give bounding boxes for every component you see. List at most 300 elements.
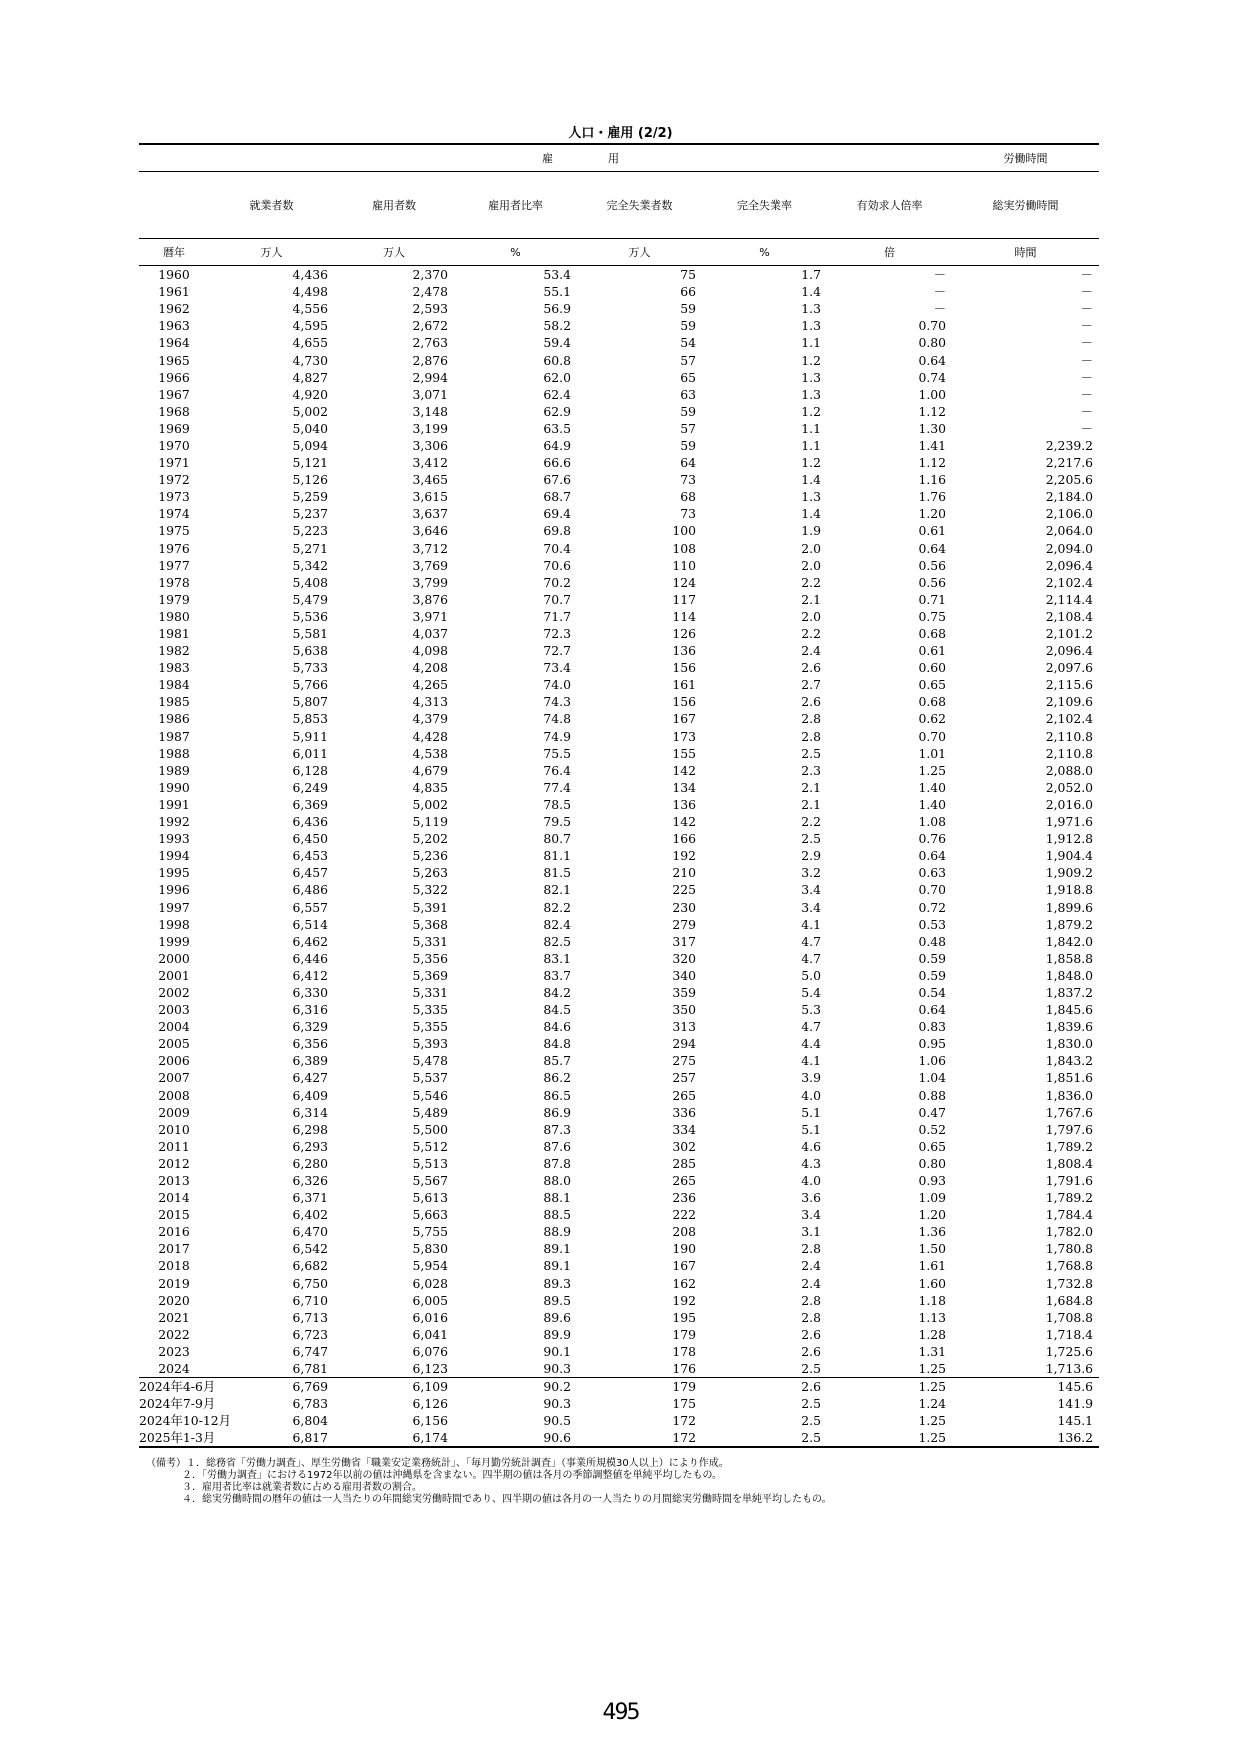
- table-cell: 84.8: [543, 1036, 571, 1052]
- table-cell: 1,851.6: [1045, 1070, 1094, 1086]
- table-cell: 2.2: [801, 814, 821, 830]
- table-cell: 84.6: [543, 1019, 571, 1035]
- table-row: [139, 813, 1099, 830]
- table-cell: 2,184.0: [1045, 489, 1094, 505]
- table-cell: 6,076: [412, 1343, 448, 1359]
- table-cell: 3,306: [412, 437, 448, 453]
- table-cell: 0.47: [918, 1104, 947, 1120]
- table-cell: 2.1: [801, 779, 821, 795]
- table-cell: 55.1: [543, 284, 571, 300]
- table-cell: 5,408: [292, 574, 328, 590]
- row-period: 2024年10-12月: [139, 1413, 232, 1429]
- table-cell: 5,331: [412, 984, 448, 1000]
- table-row: [139, 1018, 1099, 1035]
- table-cell: 60.8: [543, 352, 571, 368]
- table-cell: 79.5: [543, 814, 571, 830]
- table-cell: 2,994: [412, 369, 448, 385]
- row-period: 1995: [158, 865, 190, 881]
- table-cell: 1,713.6: [952, 1360, 1099, 1378]
- table-cell: 5,479: [292, 591, 328, 607]
- row-period: 2023: [158, 1343, 190, 1359]
- table-cell: 5,393: [412, 1036, 448, 1052]
- row-period: 1985: [158, 694, 190, 710]
- table-cell: 5.4: [801, 984, 821, 1000]
- row-period: 2020: [158, 1292, 190, 1308]
- table-row: [139, 762, 1099, 779]
- table-cell: 2,096.4: [1045, 557, 1094, 573]
- table-cell: 1.12: [918, 455, 947, 471]
- row-period: 1966: [158, 369, 190, 385]
- row-period: 2017: [158, 1241, 190, 1257]
- table-cell: 1.3: [801, 489, 821, 505]
- table-cell: 65: [680, 369, 696, 385]
- row-period: 2010: [158, 1121, 190, 1137]
- table-cell: 6,747: [292, 1343, 328, 1359]
- table-cell: －: [1080, 301, 1094, 317]
- table-cell: 3,799: [412, 574, 448, 590]
- table-cell: 3,637: [412, 506, 448, 522]
- table-cell: 62.9: [543, 403, 571, 419]
- table-cell: 4,920: [292, 386, 328, 402]
- row-period: 1974: [158, 506, 190, 522]
- table-cell: 4,827: [292, 369, 328, 385]
- table-cell: 6,486: [292, 882, 328, 898]
- table-cell: 6,005: [412, 1292, 448, 1308]
- table-cell: 317: [672, 933, 696, 949]
- table-cell: 0.56: [918, 574, 947, 590]
- table-cell: 340: [672, 967, 696, 983]
- table-cell: 87.6: [543, 1138, 571, 1154]
- table-cell: 2.1: [801, 591, 821, 607]
- row-period: 1984: [158, 677, 190, 693]
- table-cell: 83.7: [543, 967, 571, 983]
- unit-unemployment-rate: %: [702, 239, 827, 266]
- table-cell: 1,909.2: [1045, 865, 1094, 881]
- table-cell: 1.25: [918, 762, 947, 778]
- table-cell: 100: [672, 523, 696, 539]
- table-cell: 82.4: [543, 916, 571, 932]
- table-row: [139, 351, 1099, 368]
- table-cell: 6,128: [292, 762, 328, 778]
- table-cell: 6,557: [292, 899, 328, 915]
- table-cell: 5,766: [292, 677, 328, 693]
- table-cell: 1.4: [801, 284, 821, 300]
- table-cell: 5,002: [412, 796, 448, 812]
- table-cell: 350: [672, 1002, 696, 1018]
- table-row: [139, 728, 1099, 745]
- table-cell: 5,368: [412, 916, 448, 932]
- row-period: 1967: [158, 386, 190, 402]
- table-cell: 1.50: [918, 1241, 947, 1257]
- table-cell: 3,071: [412, 386, 448, 402]
- table-cell: 1.20: [918, 1207, 947, 1223]
- table-cell: 5,119: [412, 814, 448, 830]
- row-period: 1996: [158, 882, 190, 898]
- table-cell: 70.7: [543, 591, 571, 607]
- row-period: 2000: [158, 950, 190, 966]
- notes: [146, 1458, 832, 1506]
- table-cell: 2.4: [801, 643, 821, 659]
- table-cell: 0.52: [918, 1121, 947, 1137]
- table-cell: 4,538: [412, 745, 448, 761]
- table-cell: 0.65: [918, 1138, 947, 1154]
- table-cell: 89.3: [543, 1275, 571, 1291]
- table-cell: 5,391: [412, 899, 448, 915]
- table-cell: 1.1: [801, 437, 821, 453]
- table-cell: 57: [680, 352, 696, 368]
- table-cell: 1.3: [801, 369, 821, 385]
- table-cell: 2.6: [801, 660, 821, 676]
- table-cell: 6,542: [292, 1241, 328, 1257]
- row-period: 2007: [158, 1070, 190, 1086]
- row-period: 1960: [158, 267, 190, 283]
- table-row: [139, 334, 1099, 351]
- table-cell: 0.64: [918, 848, 947, 864]
- table-cell: 136: [672, 643, 696, 659]
- table-cell: 1,780.8: [1045, 1241, 1094, 1257]
- table-cell: 90.1: [543, 1343, 571, 1359]
- table-cell: 1.40: [918, 779, 947, 795]
- table-cell: 6,804: [292, 1413, 328, 1429]
- group-header-row: [139, 144, 1099, 172]
- row-period: 1969: [158, 420, 190, 436]
- table-cell: 2.3: [801, 762, 821, 778]
- table-cell: 2,016.0: [1045, 796, 1094, 812]
- table-cell: 167: [672, 1258, 696, 1274]
- table-cell: －: [1080, 335, 1094, 351]
- group-hours-header: 労働時間: [952, 144, 1099, 172]
- table-cell: 71.7: [543, 608, 571, 624]
- table-cell: 4.6: [801, 1138, 821, 1154]
- table-cell: 1,789.2: [1045, 1190, 1094, 1206]
- table-cell: －: [1080, 352, 1094, 368]
- table-cell: 6,710: [292, 1292, 328, 1308]
- table-cell: 5,755: [412, 1224, 448, 1240]
- table-cell: 1.1: [801, 420, 821, 436]
- table-cell: 6,450: [292, 831, 328, 847]
- table-body: [139, 266, 1099, 1448]
- table-cell: 0.68: [918, 626, 947, 642]
- table-cell: 5,369: [412, 967, 448, 983]
- table-cell: 90.3: [454, 1360, 577, 1378]
- table-cell: 4,037: [412, 626, 448, 642]
- table-row: [139, 847, 1099, 864]
- table-cell: 6,174: [334, 1429, 454, 1447]
- note-1: （備考）１．総務省「労働力調査」、厚生労働省「職業安定業務統計」、「毎月勤労統計調査」（事業所規模30人以上）により作成。: [146, 1458, 729, 1469]
- table-cell: 69.8: [543, 523, 571, 539]
- table-cell: 173: [672, 728, 696, 744]
- table-cell: 1.40: [918, 796, 947, 812]
- table-cell: 1.00: [918, 386, 947, 402]
- table-cell: 192: [672, 848, 696, 864]
- table-cell: 5,536: [292, 608, 328, 624]
- row-period: 1968: [158, 403, 190, 419]
- table-cell: 84.5: [543, 1002, 571, 1018]
- table-row: [139, 488, 1099, 505]
- table-cell: 6,713: [292, 1309, 328, 1325]
- table-cell: 77.4: [543, 779, 571, 795]
- table-cell: 84.2: [543, 984, 571, 1000]
- table-cell: 5.1: [801, 1104, 821, 1120]
- table-cell: 5,512: [412, 1138, 448, 1154]
- table-cell: 53.4: [543, 267, 571, 283]
- table-cell: 108: [672, 540, 696, 556]
- table-cell: 1.25: [918, 1413, 947, 1429]
- table-row: [139, 454, 1099, 471]
- table-cell: 5,322: [412, 882, 448, 898]
- table-cell: 142: [672, 762, 696, 778]
- table-cell: 1.25: [918, 1379, 947, 1395]
- table-cell: 0.62: [918, 711, 947, 727]
- table-cell: 6,409: [292, 1087, 328, 1103]
- table-row: [139, 1429, 1099, 1447]
- row-period: 2001: [158, 967, 190, 983]
- table-cell: 161: [672, 677, 696, 693]
- table-cell: 145.6: [1057, 1379, 1094, 1395]
- table-cell: 3.4: [801, 899, 821, 915]
- table-cell: 2,205.6: [1045, 472, 1094, 488]
- table-cell: －: [933, 301, 947, 317]
- table-cell: 5,567: [412, 1173, 448, 1189]
- table-cell: 156: [672, 660, 696, 676]
- table-cell: 4.7: [801, 933, 821, 949]
- table-cell: 2,096.4: [1045, 643, 1094, 659]
- group-employment-header: 雇 用: [209, 144, 952, 172]
- table-row: [139, 796, 1099, 813]
- table-cell: 0.59: [918, 967, 947, 983]
- table-cell: 5,002: [292, 403, 328, 419]
- table-cell: 0.72: [918, 899, 947, 915]
- table-cell: 1.12: [918, 403, 947, 419]
- table-row: [139, 403, 1099, 420]
- table-row: [139, 898, 1099, 915]
- table-cell: 1.2: [801, 455, 821, 471]
- row-period: 2003: [158, 1002, 190, 1018]
- row-period: 2024年7-9月: [139, 1396, 216, 1412]
- table-cell: －: [1080, 267, 1094, 283]
- table-cell: 1,912.8: [1045, 831, 1094, 847]
- table-cell: 2,052.0: [1045, 779, 1094, 795]
- table-cell: 294: [672, 1036, 696, 1052]
- row-period: 2022: [158, 1326, 190, 1342]
- table-cell: 114: [672, 608, 696, 624]
- table-cell: 3,646: [412, 523, 448, 539]
- table-row: [139, 591, 1099, 608]
- table-cell: 2,876: [412, 352, 448, 368]
- table-cell: 5,223: [292, 523, 328, 539]
- table-cell: 110: [672, 557, 696, 573]
- table-cell: 5.1: [801, 1121, 821, 1137]
- table-cell: 70.4: [543, 540, 571, 556]
- table-cell: 4,730: [292, 352, 328, 368]
- table-cell: 6,750: [292, 1275, 328, 1291]
- table-cell: 1,797.6: [1045, 1121, 1094, 1137]
- table-cell: 1,845.6: [1045, 1002, 1094, 1018]
- table-cell: 0.60: [918, 660, 947, 676]
- table-cell: 74.9: [543, 728, 571, 744]
- table-cell: 2.2: [801, 574, 821, 590]
- table-cell: 6,011: [292, 745, 328, 761]
- table-cell: 3.9: [801, 1070, 821, 1086]
- table-cell: 0.64: [918, 540, 947, 556]
- table-cell: 1,791.6: [1045, 1173, 1094, 1189]
- table-cell: 5,500: [412, 1121, 448, 1137]
- table-cell: 5,121: [292, 455, 328, 471]
- table-cell: 4.1: [801, 1053, 821, 1069]
- table-cell: 142: [672, 814, 696, 830]
- table-cell: 179: [672, 1326, 696, 1342]
- table-cell: 6,371: [292, 1190, 328, 1206]
- table-cell: 2.5: [801, 1413, 821, 1429]
- table-row: [139, 266, 1099, 284]
- table-cell: 0.71: [918, 591, 947, 607]
- table-cell: 6,109: [412, 1379, 448, 1395]
- table-cell: 0.63: [918, 865, 947, 881]
- column-header-employees: 雇用者数: [372, 199, 416, 212]
- table-cell: 68: [680, 489, 696, 505]
- table-cell: 6,436: [292, 814, 328, 830]
- table-cell: 4.7: [801, 1019, 821, 1035]
- row-period: 2016: [158, 1224, 190, 1240]
- table-cell: 6,457: [292, 865, 328, 881]
- table-cell: 2,115.6: [1045, 677, 1094, 693]
- table-cell: 0.70: [918, 882, 947, 898]
- table-cell: 87.3: [543, 1121, 571, 1137]
- table-row: [139, 710, 1099, 727]
- table-cell: 3,971: [412, 608, 448, 624]
- table-cell: 6,356: [292, 1036, 328, 1052]
- table-cell: 3,148: [412, 403, 448, 419]
- table-cell: 1,837.2: [1045, 984, 1094, 1000]
- table-cell: 3,465: [412, 472, 448, 488]
- table-cell: 89.1: [543, 1241, 571, 1257]
- table-row: [139, 1052, 1099, 1069]
- table-cell: 1,782.0: [1045, 1224, 1094, 1240]
- table-row: [139, 745, 1099, 762]
- table-cell: 70.2: [543, 574, 571, 590]
- table-cell: 334: [672, 1121, 696, 1137]
- table-cell: 81.1: [543, 848, 571, 864]
- table-cell: 4,679: [412, 762, 448, 778]
- table-row: [139, 693, 1099, 710]
- table-cell: 5,356: [412, 950, 448, 966]
- employment-table: [139, 143, 1099, 1448]
- table-cell: 2.6: [801, 694, 821, 710]
- table-cell: 6,369: [292, 796, 328, 812]
- table-cell: 3,712: [412, 540, 448, 556]
- table-cell: 6,453: [292, 848, 328, 864]
- table-cell: 0.48: [918, 933, 947, 949]
- table-cell: 78.5: [543, 796, 571, 812]
- table-row: [139, 557, 1099, 574]
- row-period: 1993: [158, 831, 190, 847]
- table-cell: 5.3: [801, 1002, 821, 1018]
- table-cell: 1.09: [918, 1190, 947, 1206]
- table-cell: 0.70: [918, 318, 947, 334]
- table-cell: 73: [680, 472, 696, 488]
- row-period: 1975: [158, 523, 190, 539]
- table-cell: 2.8: [801, 1309, 821, 1325]
- row-period: 1964: [158, 335, 190, 351]
- table-row: [139, 386, 1099, 403]
- table-cell: 90.3: [543, 1396, 571, 1412]
- table-cell: 72.3: [543, 626, 571, 642]
- table-cell: 1.36: [918, 1224, 947, 1240]
- row-period: 2024: [139, 1360, 209, 1378]
- table-cell: 90.6: [454, 1429, 577, 1447]
- table-cell: 1.1: [801, 335, 821, 351]
- table-cell: 0.93: [918, 1173, 947, 1189]
- table-cell: 257: [672, 1070, 696, 1086]
- table-cell: 1,904.4: [1045, 848, 1094, 864]
- table-cell: 1.08: [918, 814, 947, 830]
- table-cell: 73.4: [543, 660, 571, 676]
- table-cell: 89.9: [543, 1326, 571, 1342]
- row-period: 2008: [158, 1087, 190, 1103]
- table-cell: 265: [672, 1173, 696, 1189]
- table-cell: 230: [672, 899, 696, 915]
- table-cell: 88.9: [543, 1224, 571, 1240]
- table-cell: 1.2: [801, 352, 821, 368]
- table-row: [139, 1035, 1099, 1052]
- table-row: [139, 1395, 1099, 1412]
- table-row: [139, 1292, 1099, 1309]
- table-cell: 126: [672, 626, 696, 642]
- table-cell: 83.1: [543, 950, 571, 966]
- table-cell: 0.88: [918, 1087, 947, 1103]
- table-cell: 2.7: [801, 677, 821, 693]
- table-row: [139, 1257, 1099, 1274]
- table-cell: 1,732.8: [1045, 1275, 1094, 1291]
- table-row: [139, 283, 1099, 300]
- table-cell: 5,733: [292, 660, 328, 676]
- table-cell: 6,126: [412, 1396, 448, 1412]
- table-cell: 6,769: [292, 1379, 328, 1395]
- data-table-container: [139, 143, 1099, 1448]
- table-cell: 5,236: [412, 848, 448, 864]
- table-cell: 5,040: [292, 420, 328, 436]
- table-cell: 0.80: [918, 335, 947, 351]
- table-cell: －: [1080, 369, 1094, 385]
- table-cell: 1,808.4: [1045, 1155, 1094, 1171]
- table-row: [139, 1001, 1099, 1018]
- row-period: 1989: [158, 762, 190, 778]
- table-cell: 1.18: [918, 1292, 947, 1308]
- table-cell: －: [933, 267, 947, 283]
- table-cell: 6,462: [292, 933, 328, 949]
- table-cell: 3,412: [412, 455, 448, 471]
- table-cell: 5,342: [292, 557, 328, 573]
- table-cell: 0.61: [918, 523, 947, 539]
- table-cell: 279: [672, 916, 696, 932]
- table-cell: 3.2: [801, 865, 821, 881]
- table-row: [139, 540, 1099, 557]
- table-cell: 5,263: [412, 865, 448, 881]
- page-title: 人口・雇用 (2/2): [568, 126, 673, 141]
- table-cell: 66: [680, 284, 696, 300]
- table-row: [139, 317, 1099, 334]
- table-cell: 6,293: [292, 1138, 328, 1154]
- table-cell: 56.9: [543, 301, 571, 317]
- table-cell: 0.70: [918, 728, 947, 744]
- table-cell: 58.2: [543, 318, 571, 334]
- table-cell: 134: [672, 779, 696, 795]
- row-period: 1992: [158, 814, 190, 830]
- table-cell: 1.3: [801, 301, 821, 317]
- table-cell: 5,613: [412, 1190, 448, 1206]
- table-cell: 1,843.2: [1045, 1053, 1094, 1069]
- table-row: [139, 1172, 1099, 1189]
